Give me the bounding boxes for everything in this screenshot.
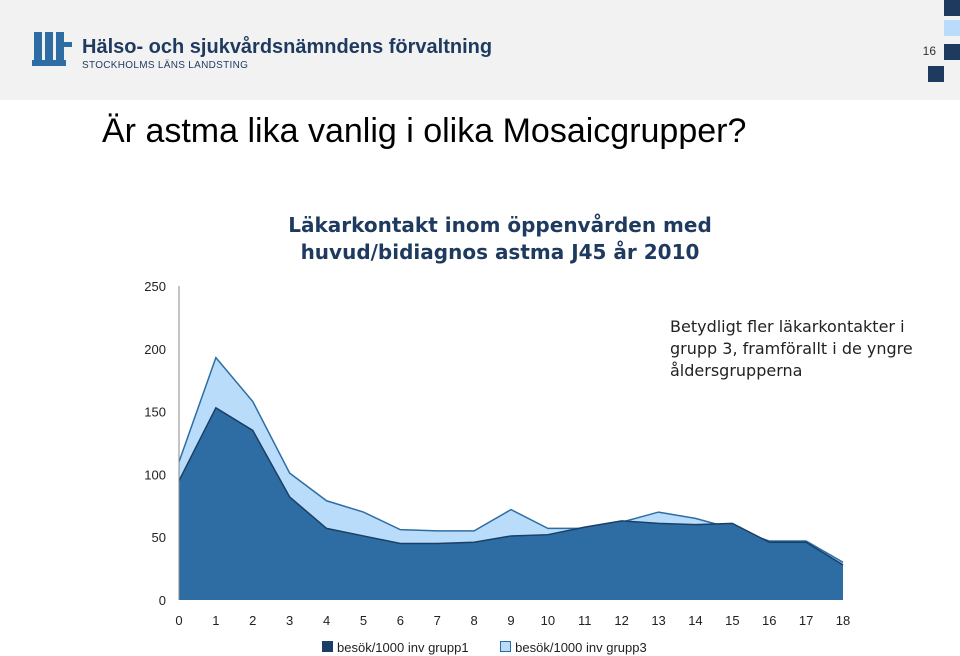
x-tick-label: 11 <box>578 613 592 628</box>
y-tick-label: 200 <box>144 341 166 357</box>
x-tick-label: 2 <box>249 613 257 628</box>
x-tick-label: 1 <box>212 613 220 628</box>
x-tick-label: 4 <box>322 613 331 628</box>
x-tick-label: 0 <box>175 613 183 628</box>
x-tick-label: 5 <box>359 613 368 628</box>
area-series-1 <box>179 408 843 600</box>
chart-title: Läkarkontakt inom öppenvården med huvud/bidiagnos astma J45 år 2010 <box>288 213 712 264</box>
legend-item-grupp3 <box>500 640 647 655</box>
x-tick-label: 16 <box>761 613 777 628</box>
y-tick-label: 50 <box>151 530 166 546</box>
legend-item-grupp1 <box>322 640 469 655</box>
y-tick-label: 250 <box>144 279 166 294</box>
org-name: Hälso- och sjukvårdsnämndens förvaltning <box>82 36 493 58</box>
x-tick-label: 18 <box>835 613 851 628</box>
chart-legend <box>322 640 675 655</box>
x-tick-label: 15 <box>725 613 740 628</box>
x-tick-label: 12 <box>614 613 629 628</box>
legend-label-grupp3: besök/1000 inv grupp3 <box>515 640 647 655</box>
x-tick-label: 8 <box>470 613 478 628</box>
x-tick-label: 14 <box>688 613 703 628</box>
org-subtitle: STOCKHOLMS LÄNS LANDSTING <box>82 60 249 71</box>
legend-swatch-grupp3 <box>500 641 511 652</box>
x-tick-label: 17 <box>798 613 814 628</box>
page-number: 16 <box>922 44 936 58</box>
x-tick-label: 9 <box>507 613 515 628</box>
y-tick-label: 0 <box>158 593 166 608</box>
chart-annotation: Betydligt fler läkarkontakter i grupp 3, framförallt i de yngre åldersgrupperna <box>670 317 913 380</box>
x-tick-label: 13 <box>651 613 666 628</box>
x-tick-label: 3 <box>286 613 294 628</box>
slide-title: Är astma lika vanlig i olika Mosaicgrupper? <box>102 112 747 150</box>
legend-swatch-grupp1 <box>322 641 333 652</box>
y-tick-label: 150 <box>144 404 166 420</box>
y-tick-label: 100 <box>144 467 166 483</box>
x-tick-label: 6 <box>396 613 404 628</box>
x-tick-label: 7 <box>433 613 441 628</box>
x-tick-label: 10 <box>540 613 556 628</box>
legend-label-grupp1: besök/1000 inv grupp1 <box>337 640 469 655</box>
